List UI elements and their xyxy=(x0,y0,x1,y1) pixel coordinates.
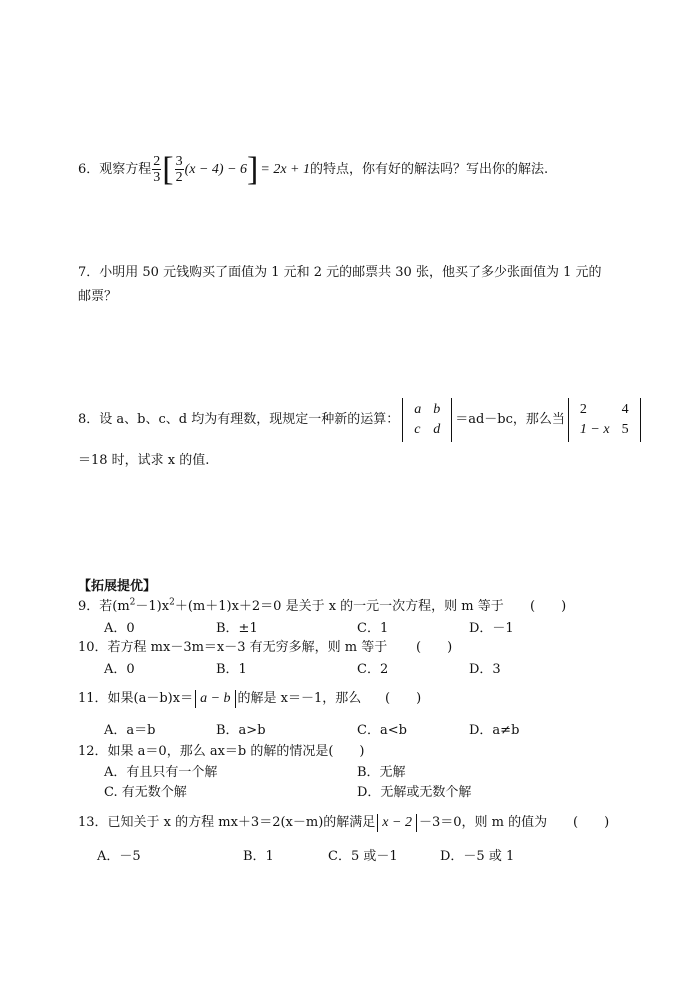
q8-prefix: 8．设 a、b、c、d 均为有理数，现规定一种新的运算： xyxy=(78,412,400,427)
section-title: 【拓展提优】 xyxy=(78,579,157,594)
q9-option-d: D．－1 xyxy=(469,621,514,636)
question-13 xyxy=(78,814,547,832)
q8-det1-a: a xyxy=(414,401,422,417)
q11-option-c: C．a<b xyxy=(357,723,407,738)
q13-answer-paren: ( ) xyxy=(573,815,610,830)
q10-answer-paren: ( ) xyxy=(416,640,453,655)
q9-stem-b: －1)x xyxy=(135,599,170,614)
q11-stem-a: 11．如果(a－b)x＝ xyxy=(78,691,194,706)
q6-f2-den: 2 xyxy=(175,170,183,185)
q13-option-d: D．－5 或 1 xyxy=(440,849,515,864)
q9-stem-a: 9．若(m xyxy=(78,599,130,614)
q8-det1-c: c xyxy=(414,421,421,437)
q13-option-b: B．1 xyxy=(243,849,274,864)
q7-line-2: 邮票？ xyxy=(78,289,118,304)
q8-det2-c: 1 − x xyxy=(579,421,610,437)
q12-option-c: C. 有无数个解 xyxy=(104,785,187,800)
q8-det1-b: b xyxy=(433,401,441,417)
q12-stem: 12．如果 a＝0，那么 ax＝b 的解的情况是( ) xyxy=(78,744,365,759)
q6-left-bracket-icon: [ xyxy=(162,150,174,188)
q7-line-1: 7．小明用 50 元钱购买了面值为 1 元和 2 元的邮票共 30 张，他买了多少张面值为 1 元的 xyxy=(78,265,602,280)
q13-absolute-value: x − 2 xyxy=(377,814,417,832)
q8-determinant-abcd xyxy=(402,398,452,442)
question-9 xyxy=(78,598,504,616)
question-8 xyxy=(78,397,644,443)
q9-sup-1: 2 xyxy=(129,597,136,608)
q6-suffix: 的特点，你有好的解法吗？写出你的解法. xyxy=(309,162,549,177)
q6-fraction-inner xyxy=(175,154,184,185)
question-6 xyxy=(78,150,548,190)
q10-option-c: C．2 xyxy=(357,662,389,677)
q6-fraction-outer xyxy=(152,154,161,185)
q9-stem-c: ＋(m＋1)x＋2＝0 是关于 x 的一元一次方程，则 m 等于 xyxy=(174,599,504,614)
q10-option-b: B．1 xyxy=(216,662,247,677)
q8-determinant-numeric xyxy=(568,398,641,442)
q6-f1-num: 2 xyxy=(153,154,161,169)
q6-f1-den: 3 xyxy=(153,170,161,185)
q11-stem-b: 的解是 x＝－1，那么 xyxy=(237,691,362,706)
q11-option-a: A．a＝b xyxy=(104,723,156,738)
q6-rhs: = 2x + 1 xyxy=(260,162,310,177)
q10-option-a: A．0 xyxy=(104,662,135,677)
q13-stem-b: －3＝0，则 m 的值为 xyxy=(418,815,548,830)
q6-f2-num: 3 xyxy=(175,154,183,169)
q13-option-a: A．－5 xyxy=(97,849,141,864)
q13-stem-a: 13．已知关于 x 的方程 mx＋3＝2(x－m)的解满足 xyxy=(78,815,376,830)
question-11 xyxy=(78,690,361,708)
q8-det2-b: 4 xyxy=(621,401,629,417)
q9-option-a: A．0 xyxy=(104,621,135,636)
q9-answer-paren: ( ) xyxy=(530,599,567,614)
q12-option-a: A．有且只有一个解 xyxy=(104,765,218,780)
q12-option-d: D．无解或无数个解 xyxy=(357,785,472,800)
q13-option-c: C．5 或－1 xyxy=(328,849,398,864)
q11-option-b: B．a>b xyxy=(216,723,266,738)
q10-stem: 10．若方程 mx－3m＝x－3 有无穷多解，则 m 等于 xyxy=(78,640,388,655)
q8-mid: ＝ad－bc，那么当 xyxy=(455,412,565,427)
q8-line-2: ＝18 时，试求 x 的值. xyxy=(78,453,210,468)
q12-option-b: B．无解 xyxy=(357,765,406,780)
q8-det1-d: d xyxy=(433,421,441,437)
q6-inner-expr: (x − 4) − 6 xyxy=(184,162,248,177)
q6-prefix: 6．观察方程 xyxy=(78,162,152,177)
q9-sup-2: 2 xyxy=(169,597,175,608)
q10-option-d: D．3 xyxy=(469,662,501,677)
q9-option-b: B．±1 xyxy=(216,621,258,636)
q8-det2-d: 5 xyxy=(621,421,629,437)
q6-right-bracket-icon: ] xyxy=(247,150,259,188)
q11-option-d: D．a≠b xyxy=(469,723,520,738)
q11-absolute-value: a − b xyxy=(195,690,235,708)
q8-det2-a: 2 xyxy=(579,401,587,417)
q11-answer-paren: ( ) xyxy=(385,691,422,706)
q9-option-c: C．1 xyxy=(357,621,389,636)
